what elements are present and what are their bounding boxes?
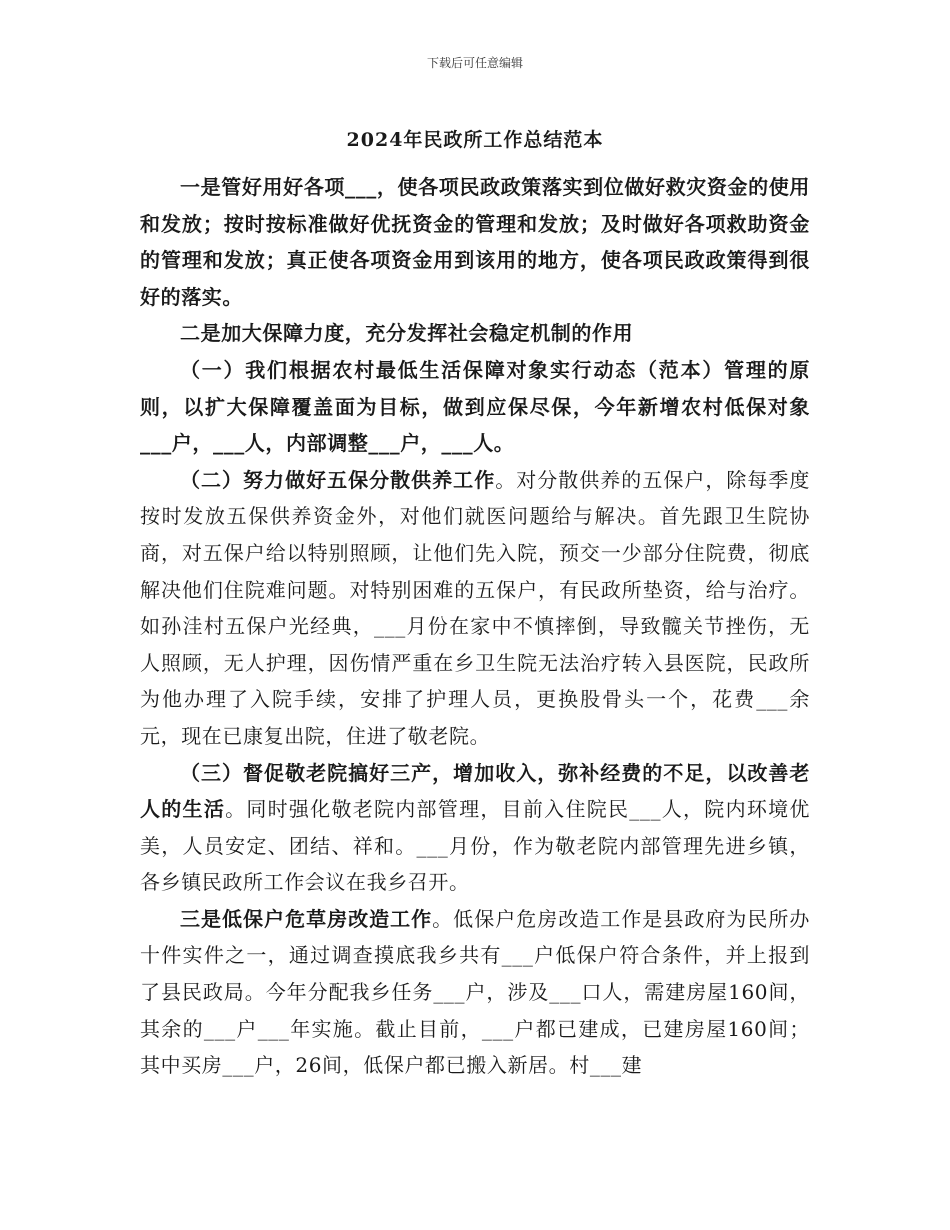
subsection-two-lead: （二）努力做好五保分散供养工作	[180, 467, 496, 492]
page-header-note: 下载后可任意编辑	[426, 56, 523, 70]
subsection-three-text: 。同时强化敬老院内部管理，目前入住院民___人，院内环境优美，人员安定、团结、祥和。___月份，作为敬老院内部管理先进乡镇，各乡镇民政所工作会议在我乡召开。	[140, 797, 810, 895]
paragraph-item-two-heading: 二是加大保障力度，充分发挥社会稳定机制的作用	[180, 321, 634, 346]
paragraph-subsection-three	[140, 755, 810, 901]
subsection-three-lead: （三）督促敬老院搞好三产，增加收入，弥补经费的不足，以改善老人的生活	[140, 760, 810, 822]
item-three-lead: 三是低保户危草房改造工作	[180, 906, 433, 931]
paragraph-subsection-one: （一）我们根据农村最低生活保障对象实行动态（范本）管理的原则，以扩大保障覆盖面为目标，做到应保尽保，今年新增农村低保对象___户，___人，内部调整___户，___人。	[140, 357, 810, 456]
paragraph-item-three	[140, 901, 810, 1084]
document-title: 2024年民政所工作总结范本	[346, 129, 604, 151]
document-body	[140, 169, 810, 1084]
paragraph-item-one: 一是管好用好各项___，使各项民政政策落实到位做好救灾资金的使用和发放；按时按标准做好优抚资金的管理和发放；及时做好各项救助资金的管理和发放；真正使各项资金用到该用的地方，使各项民政政策得到很好的落实。	[140, 175, 810, 309]
subsection-two-text: 。对分散供养的五保户，除每季度按时发放五保供养资金外，对他们就医问题给与解决。首先跟卫生院协商，对五保户给以特别照顾，让他们先入院，预交一少部分住院费，彻底解决他们住院难问题。对特别困难的五保户，有民政所垫资，给与治疗。如孙洼村五保户光经典，___月份在家中不慎摔倒，导致髋关节挫伤，无人照顾，无人护理，因伤情严重在乡卫生院无法治疗转入县医院，民政所为他办理了入院手续，安排了护理人员，更换股骨头一个，花费___余元，现在已康复出院，住进了敬老院。	[140, 467, 811, 748]
paragraph-subsection-two	[140, 462, 810, 755]
item-three-text: 。低保户危房改造工作是县政府为民所办十件实件之一，通过调查摸底我乡共有___户低保户符合条件，并上报到了县民政局。今年分配我乡任务___户，涉及___口人，需建房屋160间，其余的___户___年实施。截止目前，___户都已建成，已建房屋160间；其中买房___户，26间，低保户都已搬入新居。村___建	[140, 906, 810, 1078]
